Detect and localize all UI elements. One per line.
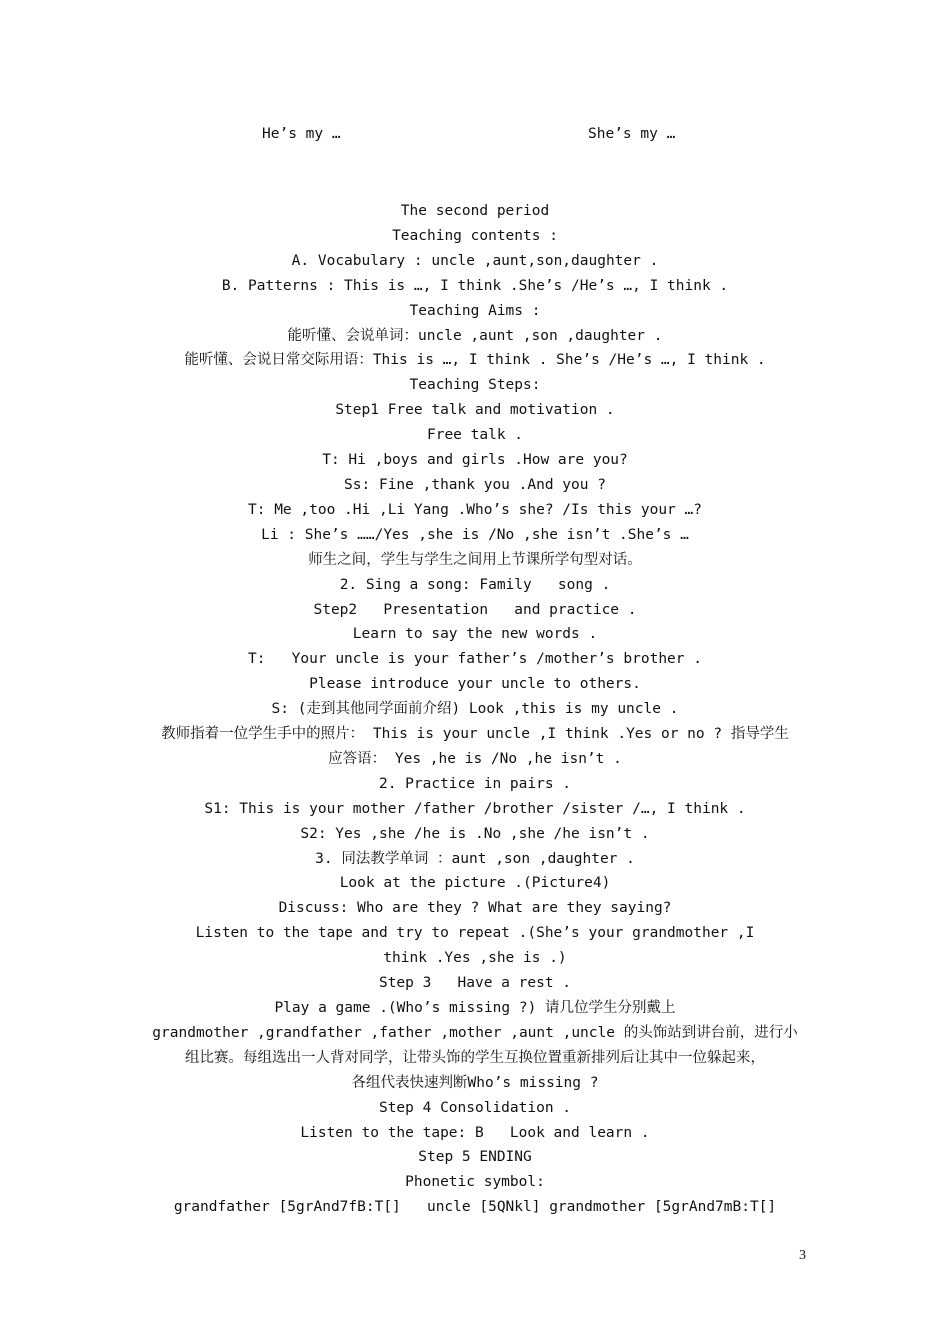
instruction-line: Please introduce your uncle to others. — [309, 676, 641, 693]
teaching-steps-heading: Teaching Steps: — [409, 377, 541, 394]
period-title: The second period — [400, 203, 550, 219]
instruction-line: 师生之间，学生与学生之间用上节课所学句型对话。 — [308, 551, 642, 568]
step5-heading: Step 5 ENDING — [418, 1149, 532, 1166]
instruction-line: 教师指着一位学生手中的照片： This is your uncle ,I think .Yes or no ? 指导学生 — [161, 726, 789, 743]
vocabulary-line: A. Vocabulary : uncle ,aunt,son,daughter . — [291, 252, 659, 269]
free-talk-line: Free talk . — [426, 427, 524, 444]
teaching-contents-heading: Teaching contents : — [392, 227, 558, 244]
instruction-line: Listen to the tape and try to repeat .(She’s your grandmother ,I — [195, 925, 755, 942]
dialogue-line: T: Your uncle is your father’s /mother’s brother . — [248, 651, 702, 668]
instruction-line: Look at the picture .(Picture4) — [339, 875, 611, 892]
step1-heading: Step1 Free talk and motivation . — [335, 402, 615, 419]
game-line: Play a game .(Who’s missing ?) 请几位学生分别戴上 — [274, 1000, 676, 1016]
page-number: 3 — [799, 1248, 806, 1263]
game-line: 组比赛。每组选出一人背对同学，让带头饰的学生互换位置重新排列后让其中一位躲起来， — [185, 1049, 765, 1066]
dialogue-line: S2: Yes ,she /he is .No ,she /he isn’t . — [300, 825, 650, 842]
dialogue-line: Li : She’s ……/Yes ,she is /No ,she isn’t .She’s … — [261, 526, 689, 543]
song-line: 2. Sing a song: Family song . — [339, 576, 611, 593]
patterns-line: B. Patterns : This is …, I think .She’s /He’s …, I think . — [221, 277, 729, 294]
lesson-content — [140, 199, 810, 1220]
instruction-line: think .Yes ,she is .) — [383, 950, 567, 967]
new-words-line: Learn to say the new words . — [352, 626, 598, 643]
header-row — [0, 126, 950, 148]
dialogue-line: S1: This is your mother /father /brother /sister /…, I think . — [204, 800, 746, 817]
instruction-line: Discuss: Who are they ? What are they saying? — [278, 900, 672, 917]
instruction-line: 应答语： Yes ,he is /No ,he isn’t . — [328, 750, 622, 767]
dialogue-line: S: (走到其他同学面前介绍) Look ,this is my uncle . — [271, 701, 679, 718]
step4-heading: Step 4 Consolidation . — [378, 1099, 572, 1116]
header-left-text: He’s my … — [262, 126, 341, 142]
aim-phrases-line: 能听懂、会说日常交际用语：This is …, I think . She’s /He’s …, I think . — [184, 352, 766, 369]
step2-heading: Step2 Presentation and practice . — [313, 601, 637, 618]
listen-line: Listen to the tape: B Look and learn . — [300, 1124, 650, 1141]
phonetic-heading: Phonetic symbol: — [405, 1174, 545, 1191]
practice-heading: 2. Practice in pairs . — [378, 775, 572, 792]
teaching-aims-heading: Teaching Aims : — [409, 302, 541, 319]
phonetic-line: grandfather [5grAnd7fB:T[] uncle [5QNkl] grandmother [5grAnd7mB:T[] — [173, 1199, 777, 1216]
dialogue-line: T: Me ,too .Hi ,Li Yang .Who’s she? /Is this your …? — [248, 501, 702, 518]
step3-heading: Step 3 Have a rest . — [378, 975, 572, 992]
game-line: 各组代表快速判断Who’s missing ? — [351, 1074, 599, 1091]
dialogue-line: T: Hi ,boys and girls .How are you? — [322, 452, 628, 469]
header-right-text: She’s my … — [588, 126, 676, 142]
instruction-line: 3. 同法教学单词 ：aunt ,son ,daughter . — [315, 850, 635, 867]
dialogue-line: Ss: Fine ,thank you .And you ? — [344, 476, 606, 493]
aim-words-line: 能听懂、会说单词：uncle ,aunt ,son ,daughter . — [287, 327, 663, 344]
game-line: grandmother ,grandfather ,father ,mother ,aunt ,uncle 的头饰站到讲台前，进行小 — [152, 1024, 798, 1041]
